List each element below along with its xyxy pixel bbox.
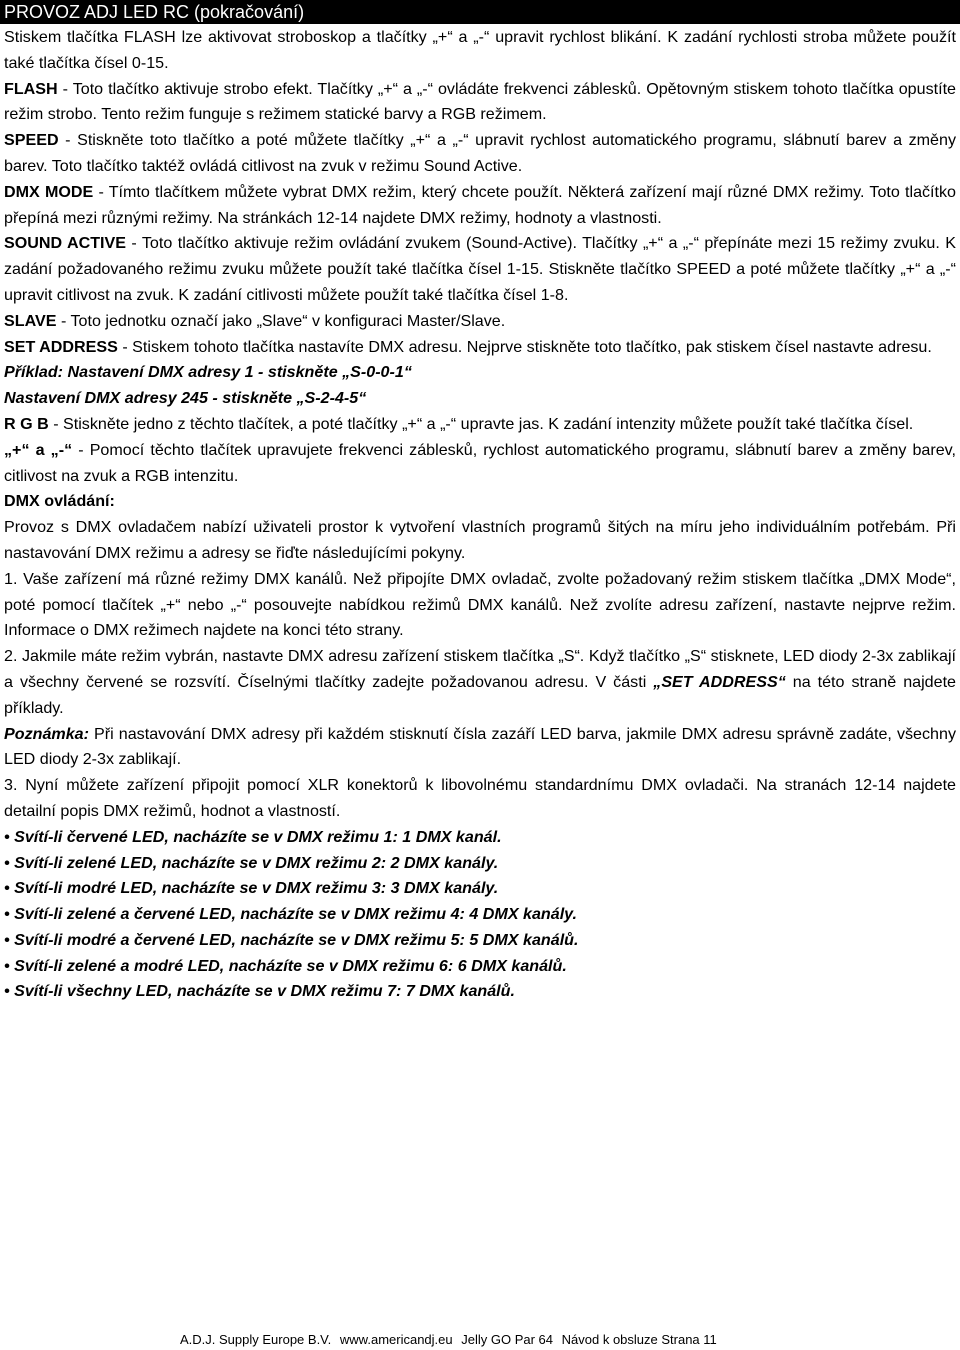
page-header [0, 0, 960, 24]
dmx-control-heading: DMX ovládání: [4, 492, 115, 511]
bullet-item: • Svítí-li všechny LED, nacházíte se v DMX režimu 7: 7 DMX kanálů. [4, 982, 515, 1001]
note-paragraph: Poznámka: Při nastavování DMX adresy při každém stisknutí čísla zazáří LED barva, jakmile DMX adresu správně zadáte, všechny LED diody 2-3x zablikají. [4, 724, 956, 769]
example-line-1: Příklad: Nastavení DMX adresy 1 - stiskněte „S-0-0-1“ [4, 363, 412, 382]
bullet-item: • Svítí-li zelené LED, nacházíte se v DMX režimu 2: 2 DMX kanály. [4, 853, 499, 872]
bullet-item: • Svítí-li modré a červené LED, nacházíte se v DMX režimu 5: 5 DMX kanálů. [4, 930, 579, 949]
document-body [4, 25, 956, 1005]
plus-minus-label: „+“ a „-“ [4, 440, 73, 459]
rgb-label: R G B [4, 414, 49, 433]
flash-intro-paragraph: Stiskem tlačítka FLASH lze aktivovat stroboskop a tlačítky „+“ a „-“ upravit rychlost blikání. K zadání rychlosti stroba můžete použít také tlačítka čísel 0-15. [4, 28, 956, 72]
set-address-label: SET ADDRESS [4, 337, 118, 356]
slave-paragraph: SLAVE - Toto jednotku označí jako „Slave“ v konfiguraci Master/Slave. [4, 311, 506, 330]
dmx-step-3: 3. Nyní můžete zařízení připojit pomocí XLR konektorů k libovolnému standardnímu DMX ovladači. Na stranách 12-14 najdete detailní popis DMX režimů, hodnot a vlastností. [4, 776, 956, 820]
footer-product: Jelly GO Par 64 [461, 1332, 554, 1347]
page-title: PROVOZ ADJ LED RC (pokračování) [4, 2, 305, 22]
footer-website: www.americandj.eu [339, 1332, 453, 1347]
flash-paragraph: FLASH - Toto tlačítko aktivuje strobo efekt. Tlačítky „+“ a „-“ ovládáte frekvenci záblesků. Opětovným stiskem tohoto tlačítka opustíte režim strobo. Tento režim funguje s režimem statické barvy a RGB režimem. [4, 79, 956, 124]
slave-label: SLAVE [4, 311, 57, 330]
note-label: Poznámka: [4, 724, 89, 743]
dmx-step-2: 2. Jakmile máte režim vybrán, nastavte DMX adresu zařízení stiskem tlačítka „S“. Když tlačítko „S“ stisknete, LED diody 2-3x zablikají a všechny červené se rozsvítí. Číselnými tlačítky zadejte požadovanou adresu. V části „SET ADDRESS“ na této straně najdete příklady. [4, 647, 956, 717]
page-footer [180, 1332, 722, 1348]
bullet-item: • Svítí-li modré LED, nacházíte se v DMX režimu 3: 3 DMX kanály. [4, 879, 499, 898]
sound-active-paragraph: SOUND ACTIVE - Toto tlačítko aktivuje režim ovládání zvukem (Sound-Active). Tlačítky „+“ a „-“ přepínáte mezi 15 režimy zvuku. K zadání požadovaného režimu zvuku můžete použít také tlačítka čísel 1-15. Stiskněte tlačítko SPEED a poté můžete tlačítky „+“ a „-“ upravit citlivost na zvuk. K zadání citlivosti můžete použít také tlačítka čísel 1-8. [4, 234, 956, 304]
rgb-paragraph: R G B - Stiskněte jedno z těchto tlačítek, a poté tlačítky „+“ a „-“ upravte jas. K zadání intenzity můžete použít také tlačítka čísel. [4, 414, 914, 433]
dmx-step-1: 1. Vaše zařízení má různé režimy DMX kanálů. Než připojíte DMX ovladač, zvolte požadovaný režim stiskem tlačítka „DMX Mode“, poté pomocí tlačítek „+“ nebo „-“ posouvejte nabídkou režimů DMX kanálů. Než zvolíte adresu zařízení, nastavte nejprve režim. Informace o DMX režimech najdete na konci této strany. [4, 569, 956, 640]
example-line-2: Nastavení DMX adresy 245 - stiskněte „S-2-4-5“ [4, 389, 367, 408]
set-address-paragraph: SET ADDRESS - Stiskem tohoto tlačítka nastavíte DMX adresu. Nejprve stiskněte toto tlačítko, pak stiskem čísel nastavte adresu. [4, 337, 932, 356]
flash-label: FLASH [4, 79, 58, 98]
dmx-mode-paragraph: DMX MODE - Tímto tlačítkem můžete vybrat DMX režim, který chcete použít. Některá zařízení mají různé DMX režimy. Toto tlačítko přepíná mezi různými režimy. Na stránkách 12-14 najdete DMX režimy, hodnoty a vlastnosti. [4, 182, 957, 227]
bullet-item: • Svítí-li zelené a červené LED, nacházíte se v DMX režimu 4: 4 DMX kanály. [4, 905, 578, 924]
plus-minus-paragraph: „+“ a „-“ - Pomocí těchto tlačítek upravujete frekvenci záblesků, rychlost automatického programu, slábnutí barev a změny barev, citlivost na zvuk a RGB intenzitu. [4, 440, 957, 485]
dmx-intro-paragraph: Provoz s DMX ovladačem nabízí uživateli prostor k vytvoření vlastních programů šitých na míru jeho individuálním potřebám. Při nastavování DMX režimu a adresy se řiďte následujícími pokyny. [4, 518, 956, 562]
speed-label: SPEED [4, 131, 59, 150]
dmx-mode-label: DMX MODE [4, 182, 94, 201]
footer-manual: Návod k obsluze Strana 11 [561, 1332, 717, 1347]
bullet-item: • Svítí-li červené LED, nacházíte se v DMX režimu 1: 1 DMX kanál. [4, 827, 502, 846]
bullet-item: • Svítí-li zelené a modré LED, nacházíte se v DMX režimu 6: 6 DMX kanálů. [4, 956, 567, 975]
sound-active-label: SOUND ACTIVE [4, 234, 126, 253]
footer-company: A.D.J. Supply Europe B.V. [180, 1332, 332, 1347]
speed-paragraph: SPEED - Stiskněte toto tlačítko a poté můžete tlačítky „+“ a „-“ upravit rychlost automatického programu, slábnutí barev a změny barev. Toto tlačítko taktéž ovládá citlivost na zvuk v režimu Sound Active. [4, 131, 956, 175]
